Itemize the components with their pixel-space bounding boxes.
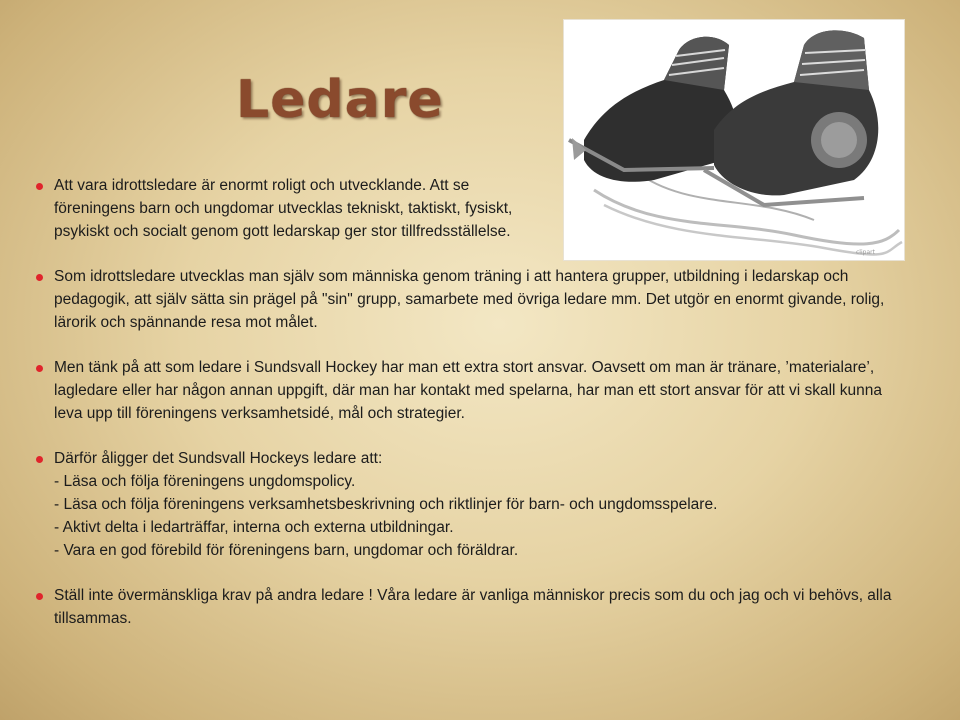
list-item: - Läsa och följa föreningens ungdomspolicy. — [54, 473, 356, 490]
list-item: - Läsa och följa föreningens verksamhetsbeskrivning och riktlinjer för barn- och ungdomsspelare. — [54, 496, 718, 513]
slide-title: Ledare — [236, 70, 444, 130]
bullet-icon — [36, 183, 43, 190]
paragraph-5-text: Ställ inte övermänskliga krav på andra ledare ! Våra ledare är vanliga människor precis som du och jag och vi behövs, alla tillsammas. — [54, 587, 892, 627]
bullet-icon — [36, 593, 43, 600]
paragraph-4 — [54, 447, 914, 562]
paragraph-5 — [54, 584, 914, 630]
bullet-icon — [36, 274, 43, 281]
paragraph-1 — [54, 174, 534, 243]
paragraph-2-text: Som idrottsledare utvecklas man själv som människa genom träning i att hantera grupper, utbildning i ledarskap och pedagogik, att själv sätta sin prägel på "sin" grupp, samarbete med övriga ledare mm. Det utgör en enormt givande, rolig, lärorik och spännande resa mot målet. — [54, 268, 885, 331]
paragraph-3 — [54, 356, 914, 425]
paragraph-4-text: Därför åligger det Sundsvall Hockeys ledare att: — [54, 450, 383, 467]
svg-text:clipart: clipart — [856, 249, 875, 256]
paragraph-3-text: Men tänk på att som ledare i Sundsvall Hockey har man ett extra stort ansvar. Oavsett om man är tränare, ’materialare’, lagledare eller har någon annan uppgift, där man har kontakt med spelarna, har man ett stort ansvar för att vi skall kunna leva upp till föreningens verksamhetsidé, mål och strategier. — [54, 359, 883, 422]
bullet-icon — [36, 456, 43, 463]
paragraph-1-text: Att vara idrottsledare är enormt roligt och utvecklande. Att se föreningens barn och ungdomar utvecklas tekniskt, taktiskt, fysiskt, psykiskt och socialt genom gott ledarskap ger stor tillfredsställelse. — [54, 177, 513, 240]
bullet-icon — [36, 365, 43, 372]
paragraph-2 — [54, 265, 914, 334]
slide-body — [54, 174, 914, 630]
list-item: - Aktivt delta i ledarträffar, interna och externa utbildningar. — [54, 519, 454, 536]
list-item: - Vara en god förebild för föreningens barn, ungdomar och föräldrar. — [54, 542, 519, 559]
